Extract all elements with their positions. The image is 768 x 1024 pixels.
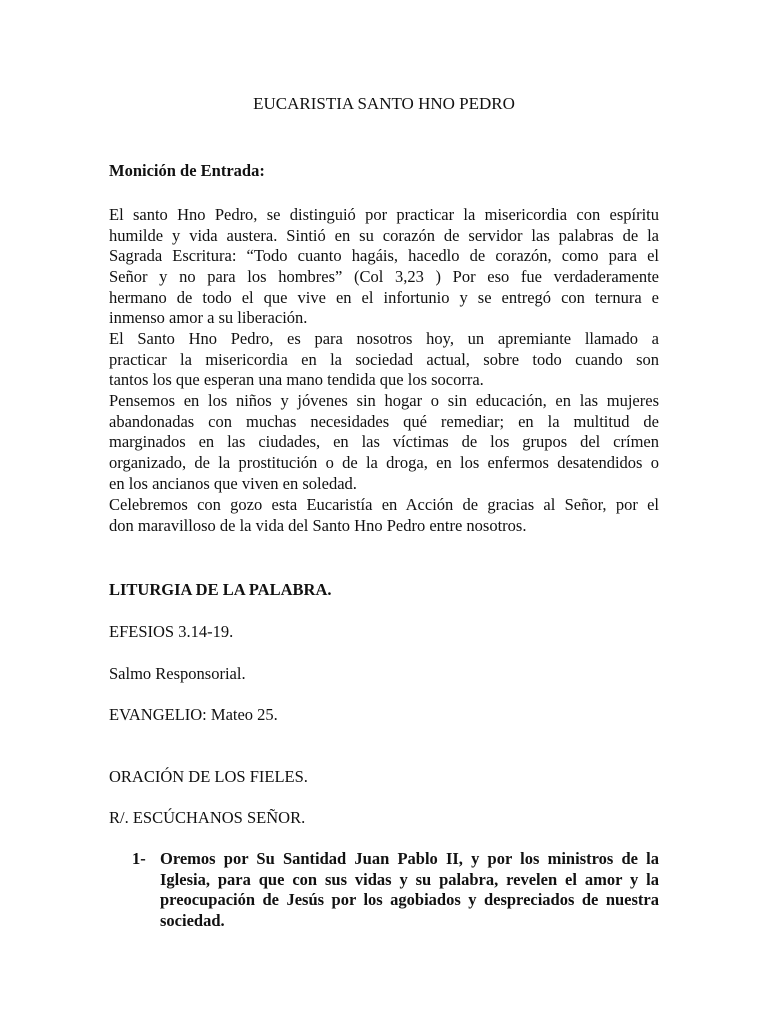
- text-line: El santo Hno Pedro, se distinguió por practicar la misericordia con espíritu: [109, 205, 659, 224]
- reading-gospel: EVANGELIO: Mateo 25.: [109, 705, 278, 724]
- text-line: Celebremos con gozo esta Eucaristía en Acción de gracias al Señor, por el: [109, 495, 659, 514]
- text-line: hermano de todo el que vive en el infortunio y se entregó con ternura e: [109, 287, 659, 307]
- text-line: abandonadas con muchas necesidades qué remediar; en la multitud de: [109, 411, 659, 431]
- prayer-item-number: 1-: [132, 849, 146, 868]
- text-line: en los ancianos que viven en soledad.: [109, 473, 357, 493]
- text-line: preocupación de Jesús por los agobiados y despreciados de nuestra: [160, 890, 659, 910]
- text-line: inmenso amor a su liberación.: [109, 308, 308, 328]
- text-line: Señor y no para los hombres” (Col 3,23 ) Por eso fue verdaderamente: [109, 267, 659, 287]
- text-line: humilde y vida austera. Sintió en su corazón de servidor las palabras de la: [109, 225, 659, 245]
- text-line: Pensemos en los niños y jóvenes sin hogar o sin educación, en las mujeres: [109, 391, 659, 410]
- text-line: El Santo Hno Pedro, es para nosotros hoy, un apremiante llamado a: [109, 329, 659, 348]
- text-line: Iglesia, para que con sus vidas y su palabra, revelen el amor y la: [160, 869, 659, 889]
- paragraph-3: [109, 391, 659, 494]
- prayer-item: [160, 849, 659, 932]
- paragraph-4: [109, 495, 659, 536]
- text-line: tantos los que esperan una mano tendida que los socorra.: [109, 370, 484, 390]
- text-line: Oremos por Su Santidad Juan Pablo II, y por los ministros de la: [160, 849, 659, 868]
- prayer-response: R/. ESCÚCHANOS SEÑOR.: [109, 808, 306, 827]
- reading-psalm: Salmo Responsorial.: [109, 664, 246, 683]
- text-line: sociedad.: [160, 911, 225, 931]
- text-line: organizado, de la prostitución o de la droga, en los enfermos desatendidos o: [109, 453, 659, 473]
- paragraph-2: [109, 329, 659, 391]
- section-heading-oracion: ORACIÓN DE LOS FIELES.: [109, 767, 308, 786]
- section-heading-liturgia: LITURGIA DE LA PALABRA.: [109, 580, 332, 599]
- paragraph-1: [109, 205, 659, 329]
- reading-first: EFESIOS 3.14-19.: [109, 622, 234, 641]
- section-heading-monicion: Monición de Entrada:: [109, 161, 265, 180]
- text-line: practicar la misericordia en la sociedad actual, sobre todo cuando son: [109, 349, 659, 369]
- document-title: EUCARISTIA SANTO HNO PEDRO: [253, 94, 515, 113]
- text-line: don maravilloso de la vida del Santo Hno Pedro entre nosotros.: [109, 515, 527, 535]
- text-line: Sagrada Escritura: “Todo cuanto hagáis, hacedlo de corazón, como para el: [109, 246, 659, 266]
- text-line: marginados en las ciudades, en las víctimas de los grupos del crímen: [109, 432, 659, 452]
